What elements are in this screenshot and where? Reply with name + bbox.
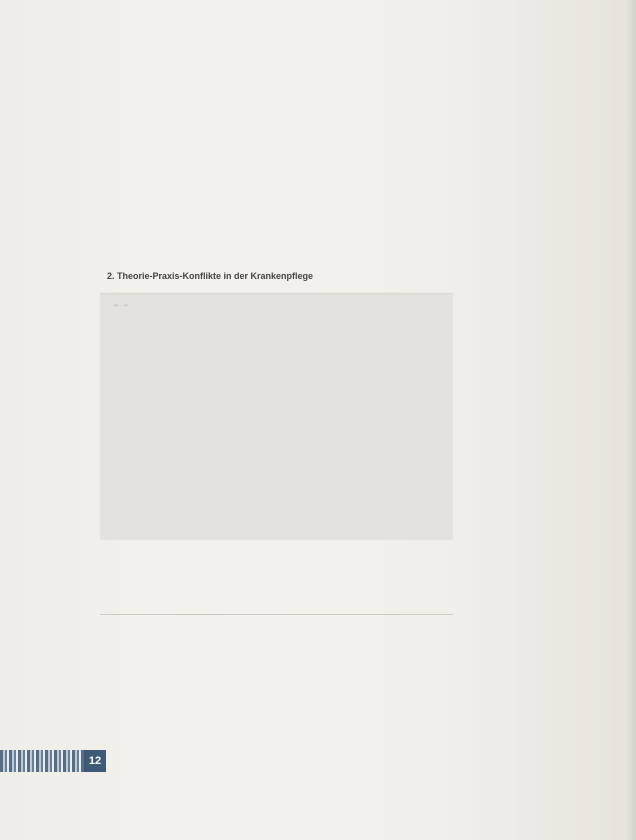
divider	[100, 614, 453, 615]
page-edge-shadow	[626, 0, 636, 840]
text-column-a	[107, 42, 275, 264]
text-column-d	[107, 622, 275, 787]
quote-paragraph	[100, 548, 453, 610]
bullet-list-box	[100, 293, 453, 540]
page-number-tab	[0, 750, 106, 772]
decorative-tab-stripes	[0, 750, 86, 772]
text-column-c	[466, 42, 624, 797]
text-column-e	[287, 622, 455, 787]
section-heading: 2. Theorie-Praxis-Konflikte in der Krankenpflege	[107, 271, 314, 281]
text-column-b	[287, 42, 455, 264]
page-number: 12	[84, 750, 106, 772]
